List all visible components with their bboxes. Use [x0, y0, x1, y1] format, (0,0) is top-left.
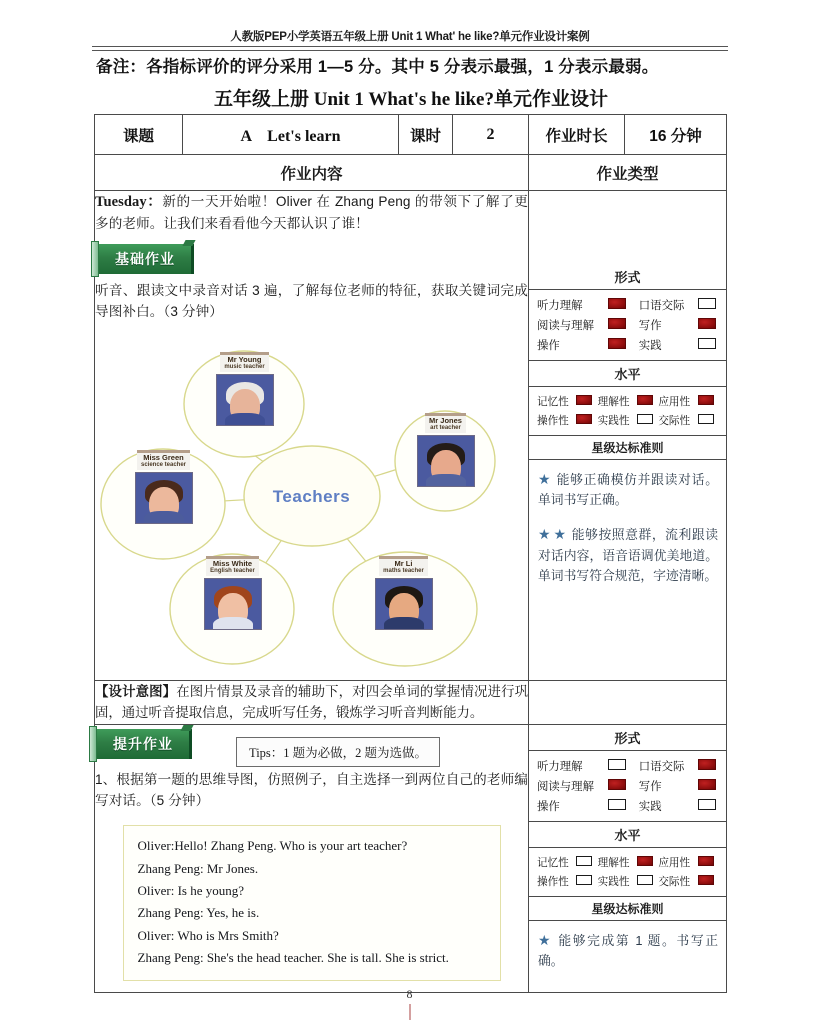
checkbox-icon[interactable]: [698, 298, 716, 309]
checkbox-icon[interactable]: [608, 799, 626, 810]
star-icon: ★ ★: [538, 525, 566, 542]
mindmap-diagram: [97, 328, 527, 680]
level-label: 交际性: [658, 414, 691, 427]
mindmap-node-label: Miss Green science teacher: [137, 450, 190, 470]
level-checkbox[interactable]: [635, 411, 658, 430]
task1-intro-prefix: Tuesday：: [95, 194, 163, 210]
form-label: 阅读与理解: [537, 319, 594, 332]
checkbox-icon[interactable]: [698, 395, 714, 405]
level-item-row: [537, 872, 719, 891]
task2-banner-tips-row: [95, 729, 528, 767]
checkbox-icon[interactable]: [608, 318, 626, 329]
star-header-1: 星级达标准则: [529, 436, 726, 460]
type-section-header: 作业类型: [529, 155, 727, 191]
level-label: 记忆性: [537, 856, 569, 869]
task2-row: [95, 724, 727, 992]
checkbox-icon[interactable]: [698, 875, 714, 885]
design-intent-label: 【设计意图】: [95, 683, 177, 699]
running-head: 人教版PEP小学英语五年级上册 Unit 1 What' he like?单元作业设计案例: [230, 31, 590, 43]
level-label: 理解性: [597, 395, 630, 408]
task2-banner: 提升作业: [95, 729, 192, 759]
section-header-row: [95, 155, 727, 191]
task1-type-block: [529, 191, 727, 681]
dialogue-line: Oliver: Who is Mrs Smith?: [137, 927, 279, 943]
star-criterion: [538, 929, 718, 972]
mindmap-center-label: Teachers: [272, 486, 351, 506]
star-criterion-text: 能够完成第 1 题。书写正确。: [538, 932, 719, 969]
star-icon: ★: [538, 931, 552, 948]
design-intent-spacer: [529, 680, 727, 724]
form-label: 操作: [537, 339, 560, 352]
period-value: 2: [453, 115, 529, 155]
checkbox-icon[interactable]: [576, 414, 592, 424]
form-label: 口语交际: [638, 299, 685, 312]
running-head-rule: [92, 46, 728, 51]
form-checkbox[interactable]: [608, 796, 629, 816]
level-label: 交际性: [658, 875, 691, 888]
teacher-photo-mr-li: [375, 578, 433, 630]
checkbox-icon[interactable]: [637, 414, 653, 424]
mindmap-node-miss-white: [193, 556, 273, 630]
level-label: 记忆性: [537, 395, 569, 408]
checkbox-icon[interactable]: [608, 298, 626, 309]
form-label: 操作: [537, 800, 560, 813]
star-items-1: [529, 460, 726, 608]
level-label: 操作性: [537, 414, 569, 427]
level-item-row: [537, 392, 719, 411]
task1-instruction: 听音、跟读文中录音对话 3 遍，了解每位老师的特征，获取关键词完成导图补白。（3 分钟）: [95, 282, 528, 319]
mindmap-node-label: Mr Young music teacher: [220, 352, 268, 372]
form-label: 实践: [638, 800, 662, 813]
form-item-row: [537, 295, 719, 315]
content-section-header: 作业内容: [95, 155, 529, 191]
mindmap-node-label: Miss White English teacher: [206, 556, 259, 576]
dialogue-line: Zhang Peng: Yes, he is.: [137, 905, 260, 921]
level-checkbox[interactable]: [635, 853, 658, 872]
star-criterion-text: 能够按照意群，流利跟读对话内容，语音语调优美地道。单词书写符合规范，字迹清晰。: [538, 526, 718, 584]
form-label: 阅读与理解: [537, 780, 594, 793]
form-label: 实践: [638, 339, 662, 352]
level-checkbox[interactable]: [574, 392, 597, 411]
form-checkbox[interactable]: [608, 315, 629, 335]
teacher-photo-miss-white: [204, 578, 262, 630]
checkbox-icon[interactable]: [698, 779, 716, 790]
form-item-row: [537, 776, 719, 796]
level-checkbox[interactable]: [574, 853, 597, 872]
task1-banner-wrap: [97, 244, 528, 274]
dialogue-box: [123, 825, 501, 981]
level-checkbox[interactable]: [696, 392, 719, 411]
form-checkbox[interactable]: [698, 776, 719, 796]
level-checkbox[interactable]: [574, 411, 597, 430]
form-checkbox[interactable]: [608, 776, 629, 796]
level-checkbox[interactable]: [696, 853, 719, 872]
checkbox-icon[interactable]: [576, 875, 592, 885]
star-icon: ★: [538, 470, 551, 487]
design-intent: [95, 680, 529, 724]
level-item-row: [537, 411, 719, 430]
level-item-row: [537, 853, 719, 872]
mindmap-node-mr-jones: [409, 413, 483, 487]
level-label: 实践性: [597, 875, 630, 888]
topic-value: A Let's learn: [183, 115, 399, 155]
level-label: 应用性: [658, 395, 691, 408]
task2-type-block: [529, 724, 727, 992]
checkbox-icon[interactable]: [698, 856, 714, 866]
form-item-row: [537, 335, 719, 355]
checkbox-icon[interactable]: [637, 875, 653, 885]
document-title: 五年级上册 Unit 1 What's he like?单元作业设计: [214, 89, 608, 110]
form-item-row: [537, 796, 719, 816]
star-header-2: 星级达标准则: [529, 897, 726, 921]
task2-content: [95, 724, 529, 992]
form-header-1: 形式: [529, 264, 726, 290]
form-label: 听力理解: [537, 760, 583, 773]
checkbox-icon[interactable]: [637, 856, 653, 866]
level-label: 操作性: [537, 875, 569, 888]
form-label: 口语交际: [638, 760, 685, 773]
form-items-2: [529, 751, 726, 822]
form-items-1: [529, 290, 726, 361]
duration-label: 作业时长: [529, 115, 625, 155]
level-label: 应用性: [658, 856, 691, 869]
mindmap-node-mr-li: [362, 556, 446, 630]
info-row: [95, 115, 727, 155]
stray-mark: [409, 1004, 411, 1020]
worksheet-table: [94, 114, 727, 993]
level-items-2: [529, 848, 726, 897]
mindmap-node-mr-young: [205, 352, 285, 426]
checkbox-icon[interactable]: [698, 414, 714, 424]
period-label: 课时: [399, 115, 453, 155]
level-header-2: 水平: [529, 822, 726, 848]
form-checkbox[interactable]: [698, 796, 719, 816]
form-checkbox[interactable]: [698, 295, 719, 315]
checkbox-icon[interactable]: [608, 338, 626, 349]
form-label: 写作: [638, 780, 662, 793]
form-item-row: [537, 756, 719, 776]
level-label: 实践性: [597, 414, 630, 427]
dialogue-line: Oliver:Hello! Zhang Peng. Who is your art teacher?: [137, 838, 408, 854]
form-label: 听力理解: [537, 299, 583, 312]
checkbox-icon[interactable]: [698, 318, 716, 329]
checkbox-icon[interactable]: [698, 338, 716, 349]
form-checkbox[interactable]: [608, 295, 629, 315]
checkbox-icon[interactable]: [608, 779, 626, 790]
task2-tips: Tips：1 题为必做，2 题为选做。: [236, 737, 440, 767]
star-criterion: [538, 468, 718, 511]
mindmap-node-label: Mr Jones art teacher: [425, 413, 466, 433]
task1-intro: [95, 191, 528, 235]
design-intent-text: 在图片情景及录音的辅助下，对四会单词的掌握情况进行巩固，通过听音提取信息，完成听写任务，锻炼学习听音判断能力。: [95, 683, 529, 721]
dialogue-line: Zhang Peng: Mr Jones.: [137, 860, 259, 876]
star-items-2: [529, 921, 726, 992]
teacher-photo-mr-young: [216, 374, 274, 426]
note-line: 备注：各指标评价的评分采用 1—5 分。其中 5 分表示最强，1 分表示最弱。: [96, 58, 659, 76]
checkbox-icon[interactable]: [576, 395, 592, 405]
task1-content: [95, 191, 529, 681]
dialogue-line: Oliver: Is he young?: [137, 882, 245, 898]
level-checkbox[interactable]: [635, 392, 658, 411]
task2-instruction: 1、根据第一题的思维导图，仿照例子，自主选择一到两位自己的老师编写对话。（5 分钟）: [95, 772, 528, 809]
form-checkbox[interactable]: [608, 335, 629, 355]
checkbox-icon[interactable]: [698, 799, 716, 810]
task1-row: [95, 191, 727, 681]
level-header-1: 水平: [529, 361, 726, 387]
dialogue-line: Zhang Peng: She's the head teacher. She is tall. She is strict.: [137, 950, 449, 966]
page-number: 8: [406, 987, 413, 1001]
form-checkbox[interactable]: [608, 756, 629, 776]
task1-banner: 基础作业: [97, 244, 194, 274]
mindmap-node-label: Mr Li maths teacher: [379, 556, 428, 576]
form-checkbox[interactable]: [698, 315, 719, 335]
star-criterion-text: 能够正确模仿并跟读对话。单词书写正确。: [538, 471, 719, 508]
checkbox-icon[interactable]: [698, 759, 716, 770]
form-header-2: 形式: [529, 725, 726, 751]
level-checkbox[interactable]: [574, 872, 597, 891]
topic-label: 课题: [95, 115, 183, 155]
level-checkbox[interactable]: [696, 872, 719, 891]
checkbox-icon[interactable]: [608, 759, 626, 770]
form-label: 写作: [638, 319, 662, 332]
level-checkbox[interactable]: [635, 872, 658, 891]
star-criterion: [538, 523, 718, 587]
checkbox-icon[interactable]: [637, 395, 653, 405]
teacher-photo-mr-jones: [417, 435, 475, 487]
form-item-row: [537, 315, 719, 335]
task1-intro-text: 新的一天开始啦！Oliver 在 Zhang Peng 的带领下了解了更多的老师。让我们来看看他今天都认识了谁！: [95, 194, 528, 232]
form-checkbox[interactable]: [698, 756, 719, 776]
checkbox-icon[interactable]: [576, 856, 592, 866]
level-checkbox[interactable]: [696, 411, 719, 430]
level-label: 理解性: [597, 856, 630, 869]
level-items-1: [529, 387, 726, 436]
form-checkbox[interactable]: [698, 335, 719, 355]
design-intent-row: [95, 680, 727, 724]
duration-value: 16 分钟: [625, 115, 727, 155]
